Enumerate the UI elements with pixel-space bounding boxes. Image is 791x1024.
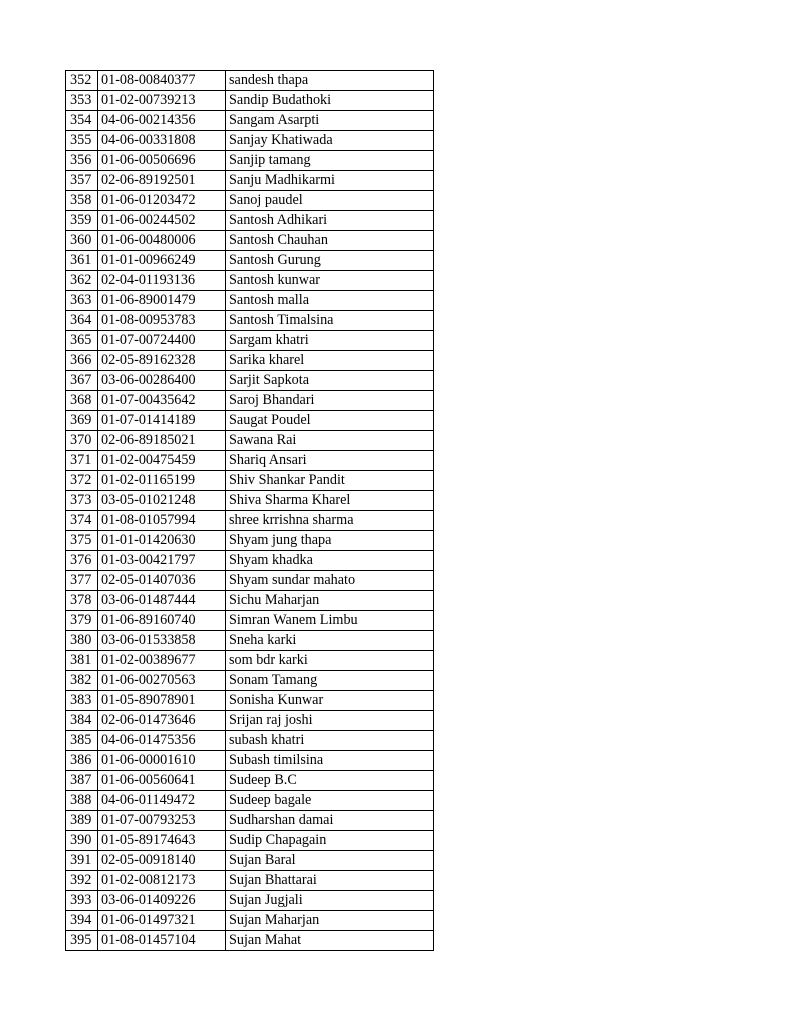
table-row	[66, 791, 434, 811]
table-row	[66, 531, 434, 551]
serial-number-cell: 387	[66, 771, 98, 791]
table-row	[66, 251, 434, 271]
id-number-cell: 01-06-00560641	[98, 771, 226, 791]
table-row	[66, 891, 434, 911]
serial-number-cell: 370	[66, 431, 98, 451]
table-row	[66, 471, 434, 491]
serial-number-cell: 364	[66, 311, 98, 331]
id-number-cell: 01-07-00724400	[98, 331, 226, 351]
table-row	[66, 331, 434, 351]
id-number-cell: 04-06-00331808	[98, 131, 226, 151]
serial-number-cell: 354	[66, 111, 98, 131]
id-number-cell: 01-02-00389677	[98, 651, 226, 671]
serial-number-cell: 361	[66, 251, 98, 271]
id-number-cell: 01-02-01165199	[98, 471, 226, 491]
name-cell: Sujan Jugjali	[226, 891, 434, 911]
table-row	[66, 91, 434, 111]
records-table	[65, 70, 434, 951]
name-cell: Saroj Bhandari	[226, 391, 434, 411]
id-number-cell: 04-06-01475356	[98, 731, 226, 751]
id-number-cell: 01-06-00244502	[98, 211, 226, 231]
id-number-cell: 01-05-89078901	[98, 691, 226, 711]
table-row	[66, 411, 434, 431]
serial-number-cell: 366	[66, 351, 98, 371]
serial-number-cell: 386	[66, 751, 98, 771]
table-row	[66, 931, 434, 951]
serial-number-cell: 362	[66, 271, 98, 291]
name-cell: Santosh kunwar	[226, 271, 434, 291]
table-row	[66, 851, 434, 871]
name-cell: Sneha karki	[226, 631, 434, 651]
name-cell: Sonisha Kunwar	[226, 691, 434, 711]
serial-number-cell: 360	[66, 231, 98, 251]
serial-number-cell: 394	[66, 911, 98, 931]
id-number-cell: 01-06-01497321	[98, 911, 226, 931]
serial-number-cell: 375	[66, 531, 98, 551]
id-number-cell: 02-05-00918140	[98, 851, 226, 871]
id-number-cell: 01-05-89174643	[98, 831, 226, 851]
serial-number-cell: 367	[66, 371, 98, 391]
serial-number-cell: 382	[66, 671, 98, 691]
serial-number-cell: 390	[66, 831, 98, 851]
serial-number-cell: 377	[66, 571, 98, 591]
serial-number-cell: 391	[66, 851, 98, 871]
id-number-cell: 01-02-00739213	[98, 91, 226, 111]
name-cell: Shariq Ansari	[226, 451, 434, 471]
id-number-cell: 01-01-01420630	[98, 531, 226, 551]
id-number-cell: 02-04-01193136	[98, 271, 226, 291]
table-row	[66, 811, 434, 831]
name-cell: Sudeep B.C	[226, 771, 434, 791]
table-row	[66, 571, 434, 591]
serial-number-cell: 379	[66, 611, 98, 631]
table-row	[66, 211, 434, 231]
id-number-cell: 01-08-00840377	[98, 71, 226, 91]
name-cell: Sujan Bhattarai	[226, 871, 434, 891]
id-number-cell: 01-07-01414189	[98, 411, 226, 431]
name-cell: Sujan Maharjan	[226, 911, 434, 931]
id-number-cell: 03-06-00286400	[98, 371, 226, 391]
id-number-cell: 01-06-00506696	[98, 151, 226, 171]
table-row	[66, 611, 434, 631]
id-number-cell: 01-08-01457104	[98, 931, 226, 951]
serial-number-cell: 369	[66, 411, 98, 431]
serial-number-cell: 353	[66, 91, 98, 111]
id-number-cell: 04-06-00214356	[98, 111, 226, 131]
serial-number-cell: 359	[66, 211, 98, 231]
id-number-cell: 04-06-01149472	[98, 791, 226, 811]
name-cell: Sudip Chapagain	[226, 831, 434, 851]
name-cell: Sudeep bagale	[226, 791, 434, 811]
name-cell: Srijan raj joshi	[226, 711, 434, 731]
table-row	[66, 711, 434, 731]
table-row	[66, 511, 434, 531]
table-row	[66, 271, 434, 291]
name-cell: Sanjay Khatiwada	[226, 131, 434, 151]
name-cell: Sawana Rai	[226, 431, 434, 451]
serial-number-cell: 392	[66, 871, 98, 891]
serial-number-cell: 385	[66, 731, 98, 751]
name-cell: Santosh Gurung	[226, 251, 434, 271]
name-cell: Sarjit Sapkota	[226, 371, 434, 391]
name-cell: Subash timilsina	[226, 751, 434, 771]
name-cell: Shiv Shankar Pandit	[226, 471, 434, 491]
name-cell: Santosh Chauhan	[226, 231, 434, 251]
name-cell: Simran Wanem Limbu	[226, 611, 434, 631]
serial-number-cell: 380	[66, 631, 98, 651]
serial-number-cell: 389	[66, 811, 98, 831]
serial-number-cell: 355	[66, 131, 98, 151]
id-number-cell: 02-05-01407036	[98, 571, 226, 591]
name-cell: som bdr karki	[226, 651, 434, 671]
serial-number-cell: 352	[66, 71, 98, 91]
table-row	[66, 431, 434, 451]
serial-number-cell: 372	[66, 471, 98, 491]
name-cell: Sonam Tamang	[226, 671, 434, 691]
table-row	[66, 831, 434, 851]
table-row	[66, 751, 434, 771]
table-row	[66, 631, 434, 651]
name-cell: Shiva Sharma Kharel	[226, 491, 434, 511]
table-row	[66, 691, 434, 711]
serial-number-cell: 378	[66, 591, 98, 611]
id-number-cell: 02-06-89185021	[98, 431, 226, 451]
name-cell: Sandip Budathoki	[226, 91, 434, 111]
serial-number-cell: 368	[66, 391, 98, 411]
table-row	[66, 651, 434, 671]
name-cell: Sanju Madhikarmi	[226, 171, 434, 191]
id-number-cell: 01-08-01057994	[98, 511, 226, 531]
serial-number-cell: 365	[66, 331, 98, 351]
id-number-cell: 03-05-01021248	[98, 491, 226, 511]
serial-number-cell: 357	[66, 171, 98, 191]
name-cell: Santosh Timalsina	[226, 311, 434, 331]
id-number-cell: 01-02-00812173	[98, 871, 226, 891]
serial-number-cell: 374	[66, 511, 98, 531]
id-number-cell: 01-03-00421797	[98, 551, 226, 571]
table-row	[66, 191, 434, 211]
id-number-cell: 03-06-01487444	[98, 591, 226, 611]
table-row	[66, 391, 434, 411]
serial-number-cell: 356	[66, 151, 98, 171]
table-row	[66, 591, 434, 611]
serial-number-cell: 383	[66, 691, 98, 711]
id-number-cell: 02-06-89192501	[98, 171, 226, 191]
name-cell: Santosh malla	[226, 291, 434, 311]
table-row	[66, 291, 434, 311]
id-number-cell: 01-06-89001479	[98, 291, 226, 311]
serial-number-cell: 395	[66, 931, 98, 951]
name-cell: Sargam khatri	[226, 331, 434, 351]
serial-number-cell: 358	[66, 191, 98, 211]
table-row	[66, 551, 434, 571]
table-row	[66, 231, 434, 251]
table-row	[66, 731, 434, 751]
name-cell: Santosh Adhikari	[226, 211, 434, 231]
id-number-cell: 01-07-00793253	[98, 811, 226, 831]
serial-number-cell: 371	[66, 451, 98, 471]
name-cell: subash khatri	[226, 731, 434, 751]
id-number-cell: 01-07-00435642	[98, 391, 226, 411]
serial-number-cell: 376	[66, 551, 98, 571]
name-cell: Saugat Poudel	[226, 411, 434, 431]
table-row	[66, 771, 434, 791]
id-number-cell: 01-06-00270563	[98, 671, 226, 691]
table-row	[66, 171, 434, 191]
records-table-body	[66, 71, 434, 951]
id-number-cell: 01-01-00966249	[98, 251, 226, 271]
name-cell: Shyam sundar mahato	[226, 571, 434, 591]
id-number-cell: 03-06-01409226	[98, 891, 226, 911]
name-cell: Sanoj paudel	[226, 191, 434, 211]
table-row	[66, 371, 434, 391]
id-number-cell: 02-06-01473646	[98, 711, 226, 731]
serial-number-cell: 373	[66, 491, 98, 511]
name-cell: Sangam Asarpti	[226, 111, 434, 131]
name-cell: Sichu Maharjan	[226, 591, 434, 611]
id-number-cell: 01-02-00475459	[98, 451, 226, 471]
id-number-cell: 01-06-01203472	[98, 191, 226, 211]
name-cell: shree krrishna sharma	[226, 511, 434, 531]
name-cell: Shyam jung thapa	[226, 531, 434, 551]
table-row	[66, 151, 434, 171]
table-row	[66, 351, 434, 371]
serial-number-cell: 393	[66, 891, 98, 911]
name-cell: sandesh thapa	[226, 71, 434, 91]
name-cell: Shyam khadka	[226, 551, 434, 571]
table-row	[66, 451, 434, 471]
id-number-cell: 01-06-89160740	[98, 611, 226, 631]
table-row	[66, 311, 434, 331]
id-number-cell: 01-06-00480006	[98, 231, 226, 251]
table-row	[66, 71, 434, 91]
name-cell: Sarika kharel	[226, 351, 434, 371]
table-row	[66, 911, 434, 931]
name-cell: Sujan Baral	[226, 851, 434, 871]
table-row	[66, 491, 434, 511]
serial-number-cell: 363	[66, 291, 98, 311]
id-number-cell: 01-06-00001610	[98, 751, 226, 771]
name-cell: Sanjip tamang	[226, 151, 434, 171]
name-cell: Sudharshan damai	[226, 811, 434, 831]
table-row	[66, 111, 434, 131]
name-cell: Sujan Mahat	[226, 931, 434, 951]
table-row	[66, 871, 434, 891]
table-row	[66, 131, 434, 151]
serial-number-cell: 388	[66, 791, 98, 811]
id-number-cell: 02-05-89162328	[98, 351, 226, 371]
id-number-cell: 03-06-01533858	[98, 631, 226, 651]
serial-number-cell: 384	[66, 711, 98, 731]
serial-number-cell: 381	[66, 651, 98, 671]
id-number-cell: 01-08-00953783	[98, 311, 226, 331]
table-row	[66, 671, 434, 691]
